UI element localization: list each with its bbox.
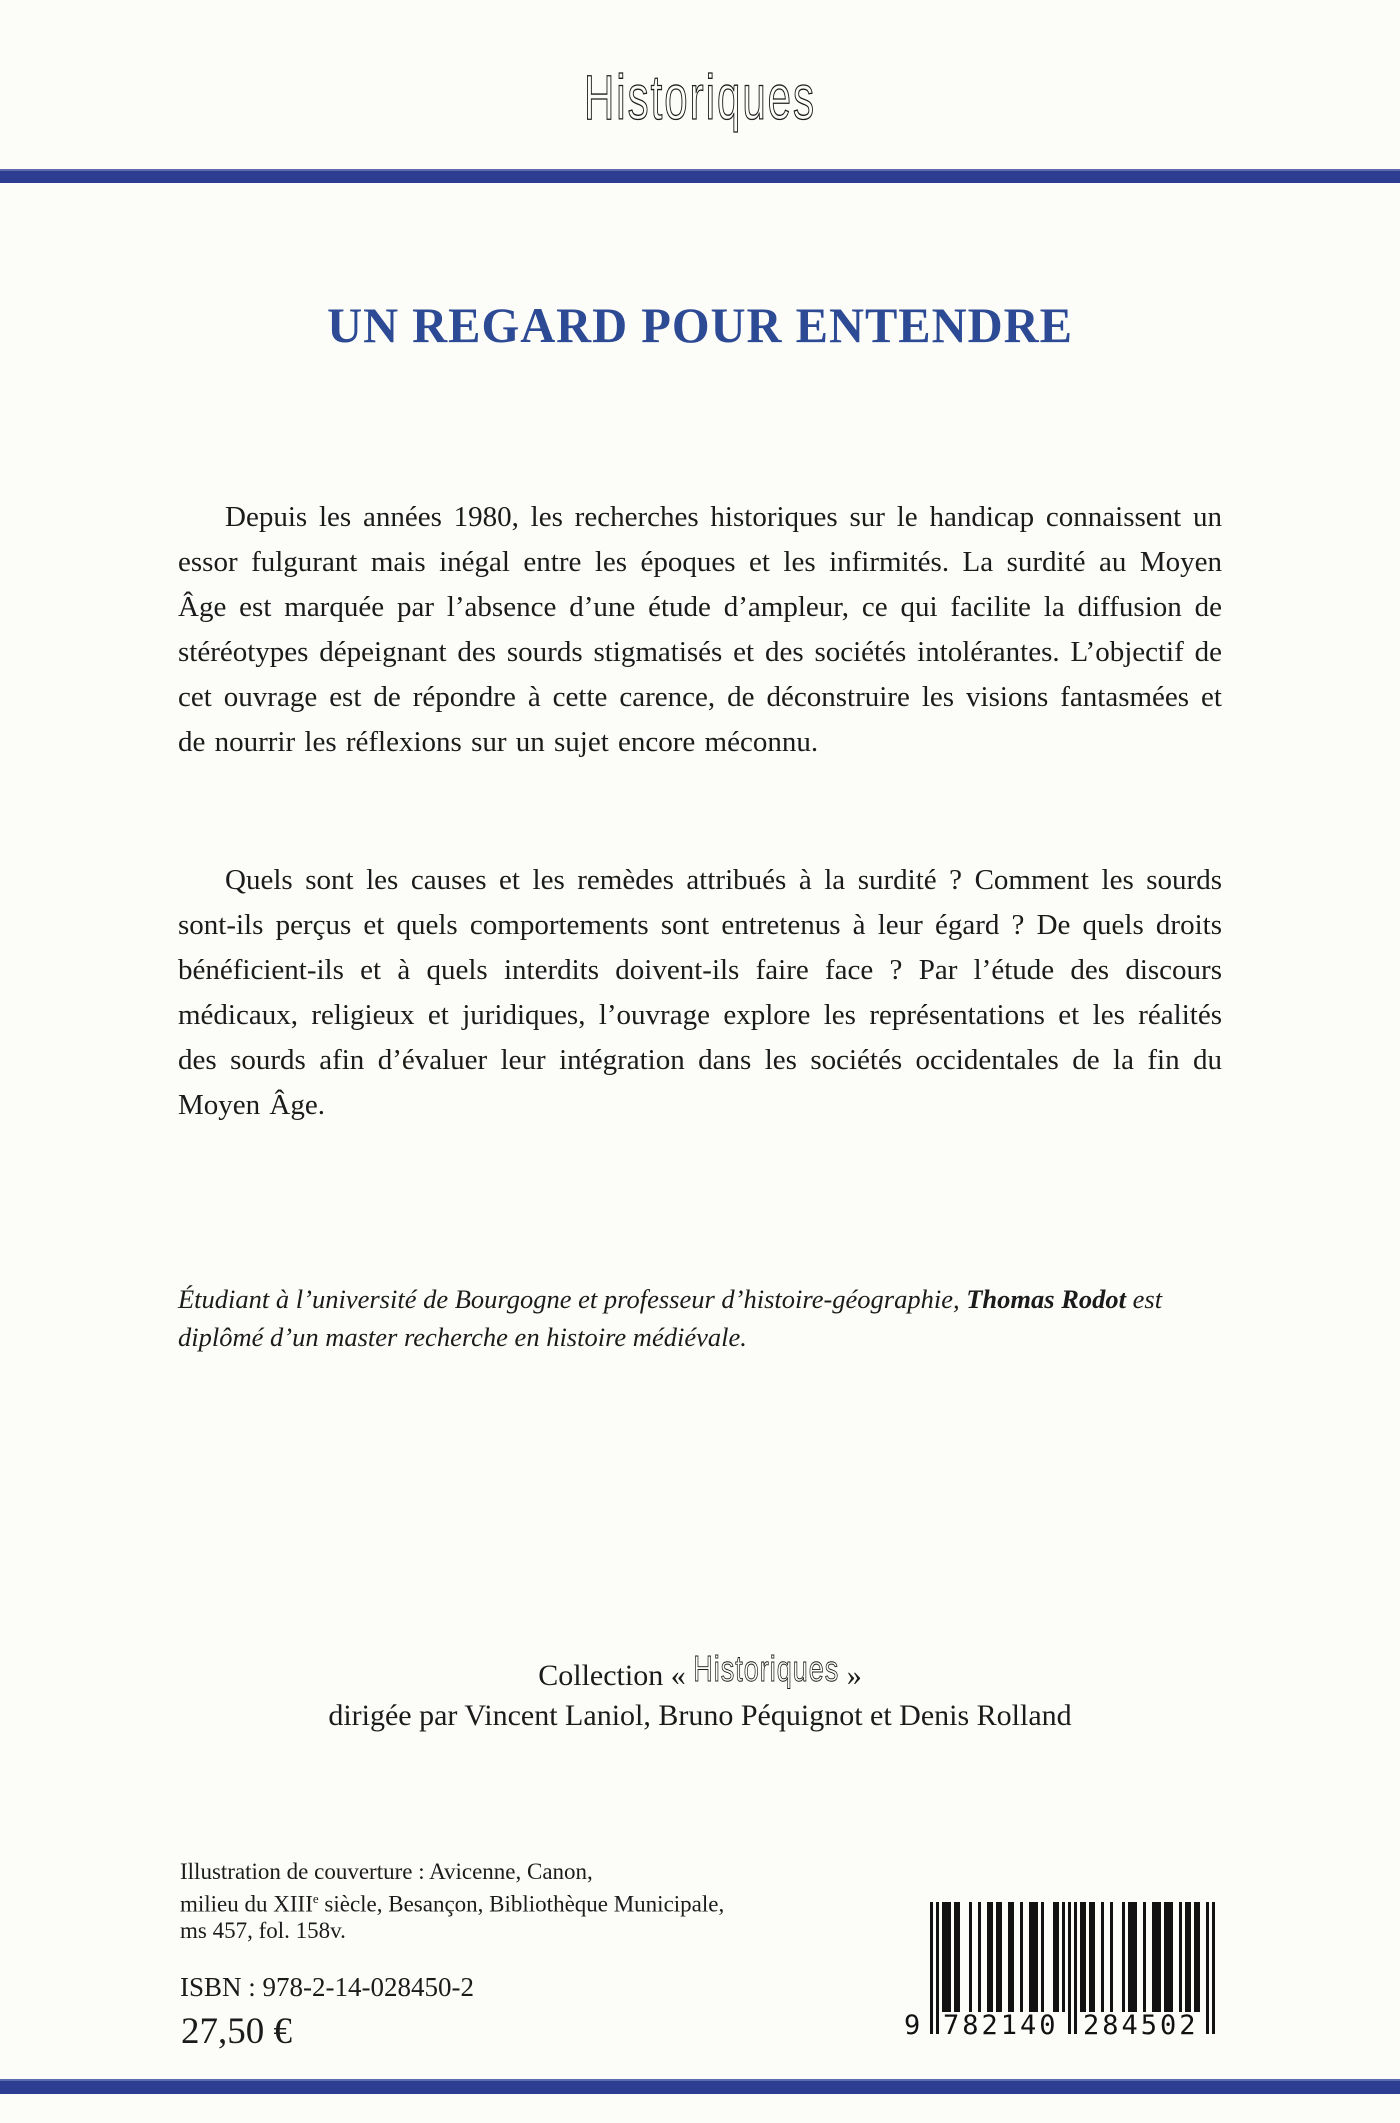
collection-logo xyxy=(0,62,1400,134)
collection-label-end: » xyxy=(839,1659,862,1692)
credit-line-1: Illustration de couverture : Avicenne, Canon, xyxy=(180,1859,593,1884)
credit-line-3: ms 457, fol. 158v. xyxy=(180,1917,346,1943)
collection-line xyxy=(0,1648,1400,1696)
author-bio xyxy=(178,1280,1236,1356)
collection-directors: dirigée par Vincent Laniol, Bruno Péquignot et Denis Rolland xyxy=(328,1699,1072,1732)
author-name: Thomas Rodot xyxy=(966,1284,1127,1314)
top-divider-bar xyxy=(0,169,1400,183)
collection-name-wordmark: Historiques xyxy=(693,1648,840,1690)
credit-line-2: milieu du XIIIe siècle, Besançon, Bibliothèque Municipale, xyxy=(180,1890,725,1917)
barcode-digits-left: 782140 xyxy=(943,2010,1059,2041)
ordinal-superscript: e xyxy=(312,1890,319,1906)
synopsis-paragraph-1: Depuis les années 1980, les recherches historiques sur le handicap connaissent un essor fulgurant mais inégal entre les époques et les infirmités. La surdité au Moyen Âge est marquée par l’absence d’une étude d’ampleur, ce qui facilite la diffusion de stéréotypes dépeignant des sourds stigmatisés et des sociétés intolérantes. L’objectif de cet ouvrage est de répondre à cette carence, de déconstruire les visions fantasmées et de nourrir les réflexions sur un sujet encore méconnu. xyxy=(178,501,1222,758)
collection-info xyxy=(0,1648,1400,1736)
collection-label: Collection « xyxy=(538,1659,694,1692)
cover-illustration-credit xyxy=(180,1859,724,1944)
synopsis-paragraph-2: Quels sont les causes et les remèdes attribués à la surdité ? Comment les sourds sont-ils perçus et quels comportements sont entretenus à leur égard ? De quels droits bénéficient-ils et à quels interdits doivent-ils faire face ? Par l’étude des discours médicaux, religieux et juridiques, l’ouvrage explore les représentations et les réalités des sourds afin d’évaluer leur intégration dans les sociétés occidentales de la fin du Moyen Âge. xyxy=(178,864,1222,1121)
barcode-digits-right: 284502 xyxy=(1083,2010,1199,2041)
author-bio-post: est diplômé d’un master recherche en histoire médiévale. xyxy=(178,1284,1163,1352)
barcode-digit-first: 9 xyxy=(904,2010,921,2041)
ean13-barcode xyxy=(904,1902,1215,2047)
barcode-digits xyxy=(904,2010,1215,2046)
collection-logo-wordmark: Historiques xyxy=(583,62,817,133)
bottom-divider-bar xyxy=(0,2079,1400,2094)
book-title: UN REGARD POUR ENTENDRE xyxy=(327,297,1073,353)
author-bio-pre: Étudiant à l’université de Bourgogne et professeur d’histoire-géographie, xyxy=(178,1284,967,1314)
price: 27,50 € xyxy=(181,2011,292,2052)
isbn: ISBN : 978-2-14-028450-2 xyxy=(180,1972,474,2002)
